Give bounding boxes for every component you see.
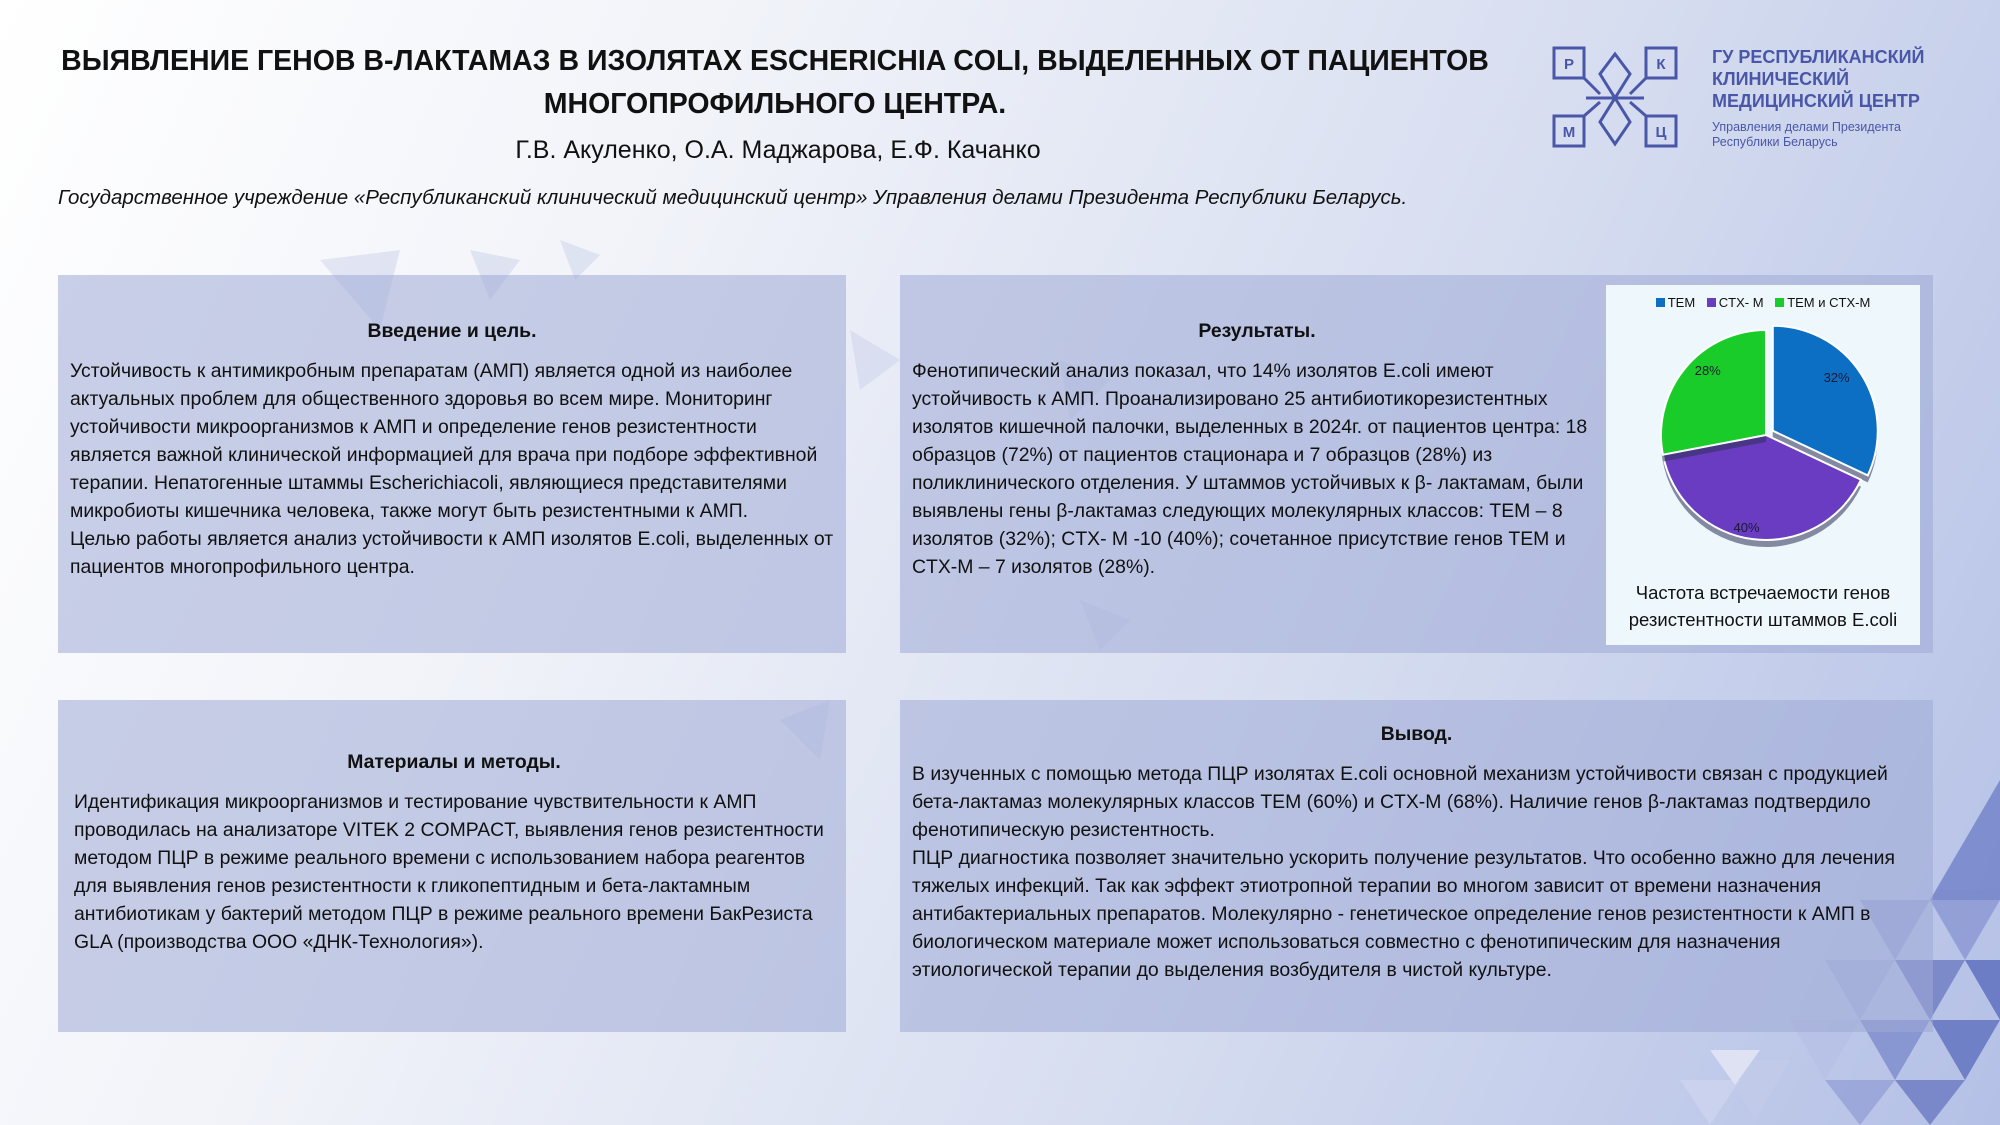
organization-block bbox=[1712, 46, 1972, 150]
logo-letter-k: К bbox=[1656, 56, 1666, 73]
methods-panel bbox=[58, 700, 846, 1032]
affiliation: Государственное учреждение «Республиканский клинический медицинский центр» Управления делами Президента Республики Беларусь. bbox=[58, 186, 1408, 209]
pie-label-tem: 32% bbox=[1823, 370, 1850, 386]
organization-name: ГУ РЕСПУБЛИКАНСКИЙ КЛИНИЧЕСКИЙ МЕДИЦИНСКИЙ ЦЕНТР bbox=[1712, 47, 1925, 111]
legend-swatch-tem bbox=[1656, 298, 1665, 307]
legend-label-ctx-m: CTX- M bbox=[1718, 295, 1764, 310]
authors: Г.В. Акуленко, О.А. Маджарова, Е.Ф. Качанко bbox=[515, 136, 1041, 164]
methods-paragraph: Идентификация микроорганизмов и тестирование чувствительности к АМП проводилась на анализаторе VITEK 2 COMPACT, выявления генов резистентности методом ПЦР в режиме реального времени с использованием набора реагентов для выявления генов резистентности к гликопептидным и бета-лактамным антибиотикам у бактерий методом ПЦР в режиме реального времени БакРезиста GLA (производства ООО «ДНК-Технология»). bbox=[74, 791, 824, 953]
logo-letter-m: М bbox=[1562, 124, 1576, 141]
legend-item-tem bbox=[1656, 295, 1695, 310]
conclusion-paragraph-1: В изученных с помощью метода ПЦР изолятах E.coli основной механизм устойчивости связан с продукцией бета-лактамаз молекулярных классов TEM (60%) и CTX-M (68%). Наличие генов β-лактамаз подтвердило фенотипическую резистентность. bbox=[912, 763, 1888, 841]
legend-item-tem-ctx-m bbox=[1775, 295, 1870, 310]
legend-swatch-ctx-m bbox=[1707, 298, 1716, 307]
pie-label-tem-ctx-m: 28% bbox=[1694, 362, 1721, 378]
organization-subtitle: Управления делами Президента Республики Беларусь bbox=[1712, 120, 1901, 149]
logo-letter-r: Р bbox=[1563, 56, 1575, 73]
results-paragraph: Фенотипический анализ показал, что 14% изолятов E.coli имеют устойчивость к АМП. Проанализировано 25 антибиотикорезистентных изолятов кишечной палочки, выделенных в 2024г. от пациентов центра: 18 образцов (72%) от пациентов стационара и 7 образцов (28%) из поликлинического отделения. У штаммов устойчивых к β- лактамам, были выявлены гены β-лактамаз следующих молекулярных классов: TEM – 8 изолятов (32%); CTX- M -10 (40%); сочетанное присутствие генов TEM и CTX-M – 7 изолятов (28%). bbox=[912, 360, 1588, 578]
legend-swatch-tem-ctx-m bbox=[1775, 298, 1784, 307]
chart-legend bbox=[1606, 295, 1920, 310]
pie-slice-tem-ctx-m bbox=[1661, 330, 1766, 455]
pie-chart-svg bbox=[1606, 315, 1920, 579]
legend-item-ctx-m bbox=[1707, 295, 1764, 310]
logo-letter-ts: Ц bbox=[1655, 124, 1667, 141]
poster-title: ВЫЯВЛЕНИЕ ГЕНОВ Β-ЛАКТАМАЗ В ИЗОЛЯТАХ ESCHERICHIA COLI, ВЫДЕЛЕННЫХ ОТ ПАЦИЕНТОВ МНОГОПРОФИЛЬНОГО ЦЕНТРА. bbox=[61, 45, 1489, 120]
intro-paragraph: Устойчивость к антимикробным препаратам (АМП) является одной из наиболее актуальных проблем для общественного здоровья во всем мире. Мониторинг устойчивости микроорганизмов к АМП и определение генов резистентности является важной клинической информацией для врача при подборе эффективной терапии. Непатогенные штаммы Escherichiacoli, являющиеся представителями микробиоты кишечника человека, также могут быть резистентными к АМП. bbox=[70, 360, 818, 522]
conclusion-heading: Вывод. bbox=[1380, 723, 1453, 745]
legend-label-tem-ctx-m: TEM и CTX-M bbox=[1787, 295, 1871, 310]
conclusion-panel bbox=[900, 700, 1933, 1032]
pie-chart bbox=[1606, 285, 1920, 645]
intro-panel bbox=[58, 275, 846, 653]
results-heading: Результаты. bbox=[1198, 320, 1316, 342]
methods-heading: Материалы и методы. bbox=[347, 751, 561, 773]
intro-heading: Введение и цель. bbox=[367, 320, 537, 342]
intro-goal-paragraph: Целью работы является анализ устойчивости к АМП изолятов E.coli, выделенных от пациентов многопрофильного центра. bbox=[70, 528, 834, 578]
legend-label-tem: TEM bbox=[1667, 295, 1696, 310]
pie-label-ctx-m: 40% bbox=[1733, 520, 1760, 536]
rkmc-logo-icon bbox=[1550, 44, 1680, 152]
conclusion-paragraph-2: ПЦР диагностика позволяет значительно ускорить получение результатов. Что особенно важно для лечения тяжелых инфекций. Так как эффект этиотропной терапии во многом зависит от времени назначения антибактериальных препаратов. Молекулярно - генетическое определение генов резистентности к АМП в биологическом материале может использоваться совместно с фенотипическим для назначения этиологической терапии до выделения возбудителя в чистой культуре. bbox=[912, 847, 1895, 981]
chart-caption: Частота встречаемости генов резистентности штаммов E.coli bbox=[1628, 582, 1898, 630]
